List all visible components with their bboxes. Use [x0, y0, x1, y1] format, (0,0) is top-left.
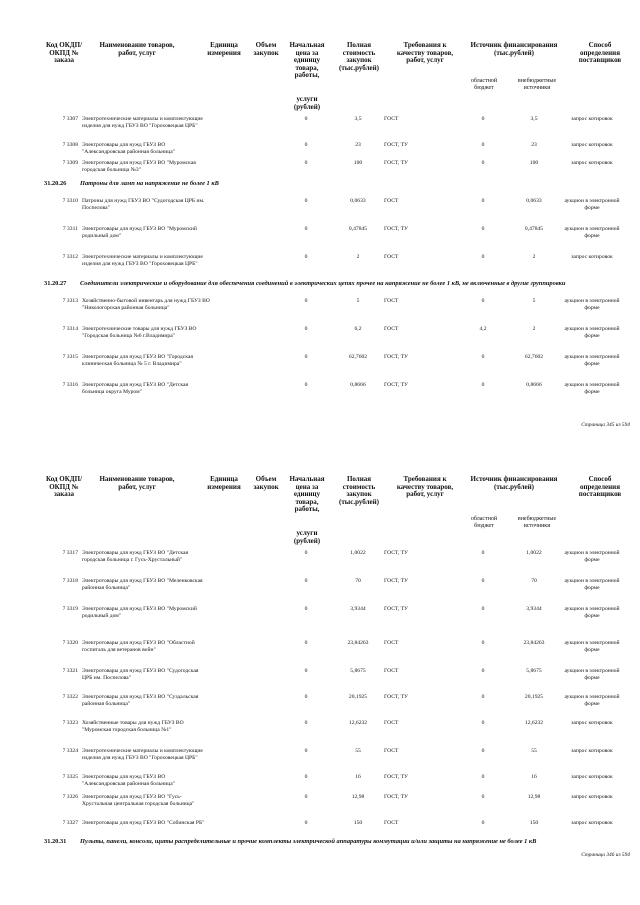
header-source-regional: областной бюджет [470, 516, 498, 529]
header-source: Источник финансирования (тыс.рублей) [470, 41, 558, 57]
total-cost: 3,5 [354, 116, 362, 122]
quality-requirements: ГОСТ, ТУ [384, 578, 408, 584]
order-code: 7 3318 [62, 578, 78, 584]
unit-price: 0 [304, 116, 308, 122]
regional-budget: 0 [481, 774, 485, 780]
quality-requirements: ГОСТ [384, 116, 399, 122]
unit-price: 0 [304, 694, 308, 700]
regional-budget: 0 [481, 720, 485, 726]
item-name: Электротовары для нужд ГБУЗ ВО "Гусь-Хрустальная центральная городская больница" [82, 794, 195, 807]
extrabudget-sources: 23 [531, 142, 537, 148]
item-name: Патроны для нужд ГБУЗ ВО "Судогодская ЦРБ им. Поспелова" [82, 198, 205, 211]
procurement-method: аукцион в электронной форме [564, 668, 620, 681]
total-cost: 20,1925 [348, 694, 368, 700]
regional-budget: 0 [481, 820, 485, 826]
quality-requirements: ГОСТ [384, 254, 399, 260]
extrabudget-sources: 3,5 [530, 116, 538, 122]
item-name: Электротовары для нужд ГБУЗ ВО "Собинская РБ" [82, 820, 205, 826]
okpd-code: 31.20.27 [44, 280, 67, 287]
order-code: 7 3310 [62, 198, 78, 204]
order-code: 7 3307 [62, 116, 78, 122]
order-code: 7 3312 [62, 254, 78, 260]
regional-budget: 0 [481, 198, 485, 204]
regional-budget: 0 [481, 142, 485, 148]
regional-budget: 0 [481, 354, 485, 360]
header-price: Начальная цена за единицу товара, работы, [289, 475, 325, 514]
total-cost: 62,7602 [348, 354, 368, 360]
total-cost: 12,6232 [348, 720, 368, 726]
unit-price: 0 [304, 142, 308, 148]
extrabudget-sources: 2 [532, 254, 536, 260]
quality-requirements: ГОСТ, ТУ [384, 226, 408, 232]
total-cost: 100 [353, 160, 363, 166]
regional-budget: 0 [481, 668, 485, 674]
unit-price: 0 [304, 298, 308, 304]
item-name: Электротехнические материалы и комплектующие изделия для нужд ГБУЗ ВО "Гороховецкая ЦРБ" [82, 748, 203, 761]
extrabudget-sources: 23,84263 [523, 640, 545, 646]
section-title: Соединители электрические и оборудование для обеспечения соединений в электрических цепях прочее на напряжение не более 1 кВ, не включенные в другие группировки [80, 280, 566, 287]
procurement-method: аукцион в электронной форме [564, 640, 620, 653]
header-volume: Объем закупок [253, 475, 279, 491]
header-price-services: услуги (рублей) [293, 95, 321, 111]
page-footer: Страница 346 из 594 [581, 852, 630, 858]
order-code: 7 3319 [62, 606, 78, 612]
header-code: Код ОКДП/ ОКПД № заказа [45, 475, 83, 499]
extrabudget-sources: 3,9344 [526, 606, 542, 612]
header-unit: Единица измерения [207, 475, 241, 491]
quality-requirements: ГОСТ [384, 640, 399, 646]
total-cost: 23 [355, 142, 361, 148]
extrabudget-sources: 1,0022 [526, 550, 542, 556]
procurement-method: аукцион в электронной форме [564, 198, 620, 211]
header-name: Наименование товаров, работ, услуг [99, 41, 175, 57]
item-name: Электротовары для нужд ГБУЗ ВО "Судогодская ЦРБ им. Поспелова" [82, 668, 199, 681]
order-code: 7 3327 [62, 820, 78, 826]
unit-price: 0 [304, 226, 308, 232]
item-name: Электротовары для нужд ГБУЗ ВО "Муромский родильный дом" [82, 226, 197, 239]
quality-requirements: ГОСТ, ТУ [384, 142, 408, 148]
item-name: Хозяйственные товары для нужд ГБУЗ ВО "Муромская городская больница №1" [82, 720, 184, 733]
order-code: 7 3313 [62, 298, 78, 304]
quality-requirements: ГОСТ [384, 326, 399, 332]
unit-price: 0 [304, 640, 308, 646]
procurement-method: аукцион в электронной форме [564, 578, 620, 591]
total-cost: 55 [355, 748, 361, 754]
regional-budget: 0 [481, 254, 485, 260]
quality-requirements: ГОСТ [384, 668, 399, 674]
regional-budget: 0 [481, 550, 485, 556]
procurement-method: запрос котировок [571, 720, 613, 726]
header-price-services: услуги (рублей) [293, 529, 321, 545]
regional-budget: 0 [481, 226, 485, 232]
order-code: 7 3308 [62, 142, 78, 148]
procurement-method: запрос котировок [571, 820, 613, 826]
extrabudget-sources: 0,47845 [524, 226, 544, 232]
order-code: 7 3322 [62, 694, 78, 700]
quality-requirements: ГОСТ, ТУ [384, 382, 408, 388]
extrabudget-sources: 16 [531, 774, 537, 780]
okpd-code: 31.20.26 [44, 180, 67, 187]
unit-price: 0 [304, 198, 308, 204]
header-source: Источник финансирования (тыс.рублей) [470, 475, 558, 491]
header-code: Код ОКДП/ ОКПД № заказа [45, 41, 83, 65]
order-code: 7 3309 [62, 160, 78, 166]
item-name: Электротовары для нужд ГБУЗ ВО "Детская больница округа Муром" [82, 382, 189, 395]
header-source-regional: областной бюджет [470, 78, 498, 91]
procurement-method: запрос котировок [571, 794, 613, 800]
unit-price: 0 [304, 382, 308, 388]
header-method: Способ определения поставщиков [578, 41, 622, 65]
quality-requirements: ГОСТ, ТУ [384, 774, 408, 780]
total-cost: 23,84263 [347, 640, 369, 646]
okpd-code: 31.20.31 [44, 838, 67, 845]
quality-requirements: ГОСТ, ТУ [384, 794, 408, 800]
quality-requirements: ГОСТ, ТУ [384, 160, 408, 166]
order-code: 7 3326 [62, 794, 78, 800]
total-cost: 6,2 [354, 326, 362, 332]
order-code: 7 3324 [62, 748, 78, 754]
header-name: Наименование товаров, работ, услуг [99, 475, 175, 491]
order-code: 7 3314 [62, 326, 78, 332]
item-name: Электротовары для нужд ГБУЗ ВО "Суздальская районная больница" [82, 694, 199, 707]
header-total: Полная стоимость закупок (тыс.рублей) [338, 475, 380, 506]
quality-requirements: ГОСТ, ТУ [384, 606, 408, 612]
unit-price: 0 [304, 578, 308, 584]
header-source-extrabudget: внебюджетные источники [517, 78, 557, 91]
quality-requirements: ГОСТ [384, 820, 399, 826]
extrabudget-sources: 5 [532, 298, 536, 304]
unit-price: 0 [304, 748, 308, 754]
extrabudget-sources: 70 [531, 578, 537, 584]
header-requirements: Требования к качеству товаров, работ, услуг [396, 475, 454, 499]
item-name: Электротехнические материалы и комплектующие изделия для нужд ГБУЗ ВО "Гороховецкая ЦРБ" [82, 116, 203, 129]
regional-budget: 0 [481, 382, 485, 388]
unit-price: 0 [304, 160, 308, 166]
section-title: Пульты, панели, консоли, щиты распределительные и прочие комплекты электрической аппаратуры коммутации и/или защиты на напряжение не более 1 кВ [80, 838, 537, 845]
procurement-method: аукцион в электронной форме [564, 226, 620, 239]
unit-price: 0 [304, 668, 308, 674]
quality-requirements: ГОСТ [384, 720, 399, 726]
total-cost: 12,98 [351, 794, 365, 800]
item-name: Электротовары для нужд ГБУЗ ВО "Александровская районная больница" [82, 142, 175, 155]
item-name: Электротовары для нужд ГБУЗ ВО "Городская клиническая больница № 5 г. Владимира" [82, 354, 193, 367]
order-code: 7 3311 [62, 226, 78, 232]
extrabudget-sources: 100 [529, 160, 539, 166]
regional-budget: 4,2 [479, 326, 487, 332]
procurement-method: аукцион в электронной форме [564, 382, 620, 395]
procurement-method: запрос котировок [571, 116, 613, 122]
extrabudget-sources: 55 [531, 748, 537, 754]
regional-budget: 0 [481, 748, 485, 754]
extrabudget-sources: 2 [532, 326, 536, 332]
procurement-method: аукцион в электронной форме [564, 694, 620, 707]
unit-price: 0 [304, 774, 308, 780]
header-price: Начальная цена за единицу товара, работы, [289, 41, 325, 80]
procurement-method: запрос котировок [571, 254, 613, 260]
unit-price: 0 [304, 326, 308, 332]
regional-budget: 0 [481, 606, 485, 612]
order-code: 7 3316 [62, 382, 78, 388]
extrabudget-sources: 0,8666 [526, 382, 542, 388]
item-name: Электротовары для нужд ГБУЗ ВО "Муромская городская больница №3" [82, 160, 196, 173]
total-cost: 1,0022 [350, 550, 366, 556]
item-name: Электротовары для нужд ГБУЗ ВО "Детская городская больница г. Гусь-Хрустальный" [82, 550, 189, 563]
regional-budget: 0 [481, 640, 485, 646]
total-cost: 0,8666 [350, 382, 366, 388]
unit-price: 0 [304, 606, 308, 612]
order-code: 7 3323 [62, 720, 78, 726]
total-cost: 5,8675 [350, 668, 366, 674]
quality-requirements: ГОСТ [384, 198, 399, 204]
procurement-method: запрос котировок [571, 160, 613, 166]
order-code: 7 3320 [62, 640, 78, 646]
total-cost: 70 [355, 578, 361, 584]
extrabudget-sources: 62,7602 [524, 354, 544, 360]
header-total: Полная стоимость закупок (тыс.рублей) [338, 41, 380, 72]
extrabudget-sources: 150 [529, 820, 539, 826]
total-cost: 3,9344 [350, 606, 366, 612]
item-name: Электротовары для нужд ГБУЗ ВО "Муромский родильный дом" [82, 606, 197, 619]
item-name: Электротехнические материалы и комплектующие изделия для нужд ГБУЗ ВО "Гороховецкая ЦРБ" [82, 254, 203, 267]
regional-budget: 0 [481, 694, 485, 700]
procurement-method: аукцион в электронной форме [564, 326, 620, 339]
unit-price: 0 [304, 820, 308, 826]
total-cost: 2 [356, 254, 360, 260]
header-volume: Объем закупок [253, 41, 279, 57]
regional-budget: 0 [481, 116, 485, 122]
total-cost: 0,47845 [348, 226, 368, 232]
unit-price: 0 [304, 354, 308, 360]
total-cost: 16 [355, 774, 361, 780]
header-source-extrabudget: внебюджетные источники [517, 516, 557, 529]
quality-requirements: ГОСТ, ТУ [384, 694, 408, 700]
procurement-method: аукцион в электронной форме [564, 550, 620, 563]
unit-price: 0 [304, 794, 308, 800]
procurement-method: запрос котировок [571, 774, 613, 780]
extrabudget-sources: 5,8675 [526, 668, 542, 674]
extrabudget-sources: 12,98 [527, 794, 541, 800]
unit-price: 0 [304, 720, 308, 726]
procurement-method: аукцион в электронной форме [564, 354, 620, 367]
regional-budget: 0 [481, 794, 485, 800]
order-code: 7 3317 [62, 550, 78, 556]
item-name: Электротовары для нужд ГБУЗ ВО "Областной госпиталь для ветеранов войн" [82, 640, 195, 653]
item-name: Электротехнические товары для нужд ГБУЗ ВО "Городская больница №6 г.Владимира" [82, 326, 197, 339]
order-code: 7 3325 [62, 774, 78, 780]
quality-requirements: ГОСТ, ТУ [384, 550, 408, 556]
order-code: 7 3321 [62, 668, 78, 674]
extrabudget-sources: 0,0633 [526, 198, 542, 204]
procurement-method: запрос котировок [571, 142, 613, 148]
item-name: Электротовары для нужд ГБУЗ ВО "Меленковская районная больница" [82, 578, 203, 591]
page-footer: Страница 345 из 594 [581, 422, 630, 428]
quality-requirements: ГОСТ [384, 748, 399, 754]
item-name: Электротовары для нужд ГБУЗ ВО "Александровская районная больница" [82, 774, 175, 787]
regional-budget: 0 [481, 578, 485, 584]
regional-budget: 0 [481, 298, 485, 304]
header-method: Способ определения поставщиков [578, 475, 622, 499]
header-requirements: Требования к качеству товаров, работ, услуг [396, 41, 454, 65]
unit-price: 0 [304, 254, 308, 260]
regional-budget: 0 [481, 160, 485, 166]
item-name: Хозяйственно-бытовой инвентарь для нужд ГБУЗ ВО "Никологорская районная больница" [82, 298, 210, 311]
procurement-method: запрос котировок [571, 748, 613, 754]
unit-price: 0 [304, 550, 308, 556]
total-cost: 0,0633 [350, 198, 366, 204]
section-title: Патроны для ламп на напряжение не более 1 кВ [80, 180, 219, 187]
extrabudget-sources: 20,1925 [524, 694, 544, 700]
procurement-method: аукцион в электронной форме [564, 298, 620, 311]
procurement-method: аукцион в электронной форме [564, 606, 620, 619]
quality-requirements: ГОСТ [384, 298, 399, 304]
total-cost: 5 [356, 298, 360, 304]
extrabudget-sources: 12,6232 [524, 720, 544, 726]
header-unit: Единица измерения [207, 41, 241, 57]
order-code: 7 3315 [62, 354, 78, 360]
total-cost: 150 [353, 820, 363, 826]
quality-requirements: ГОСТ, ТУ [384, 354, 408, 360]
